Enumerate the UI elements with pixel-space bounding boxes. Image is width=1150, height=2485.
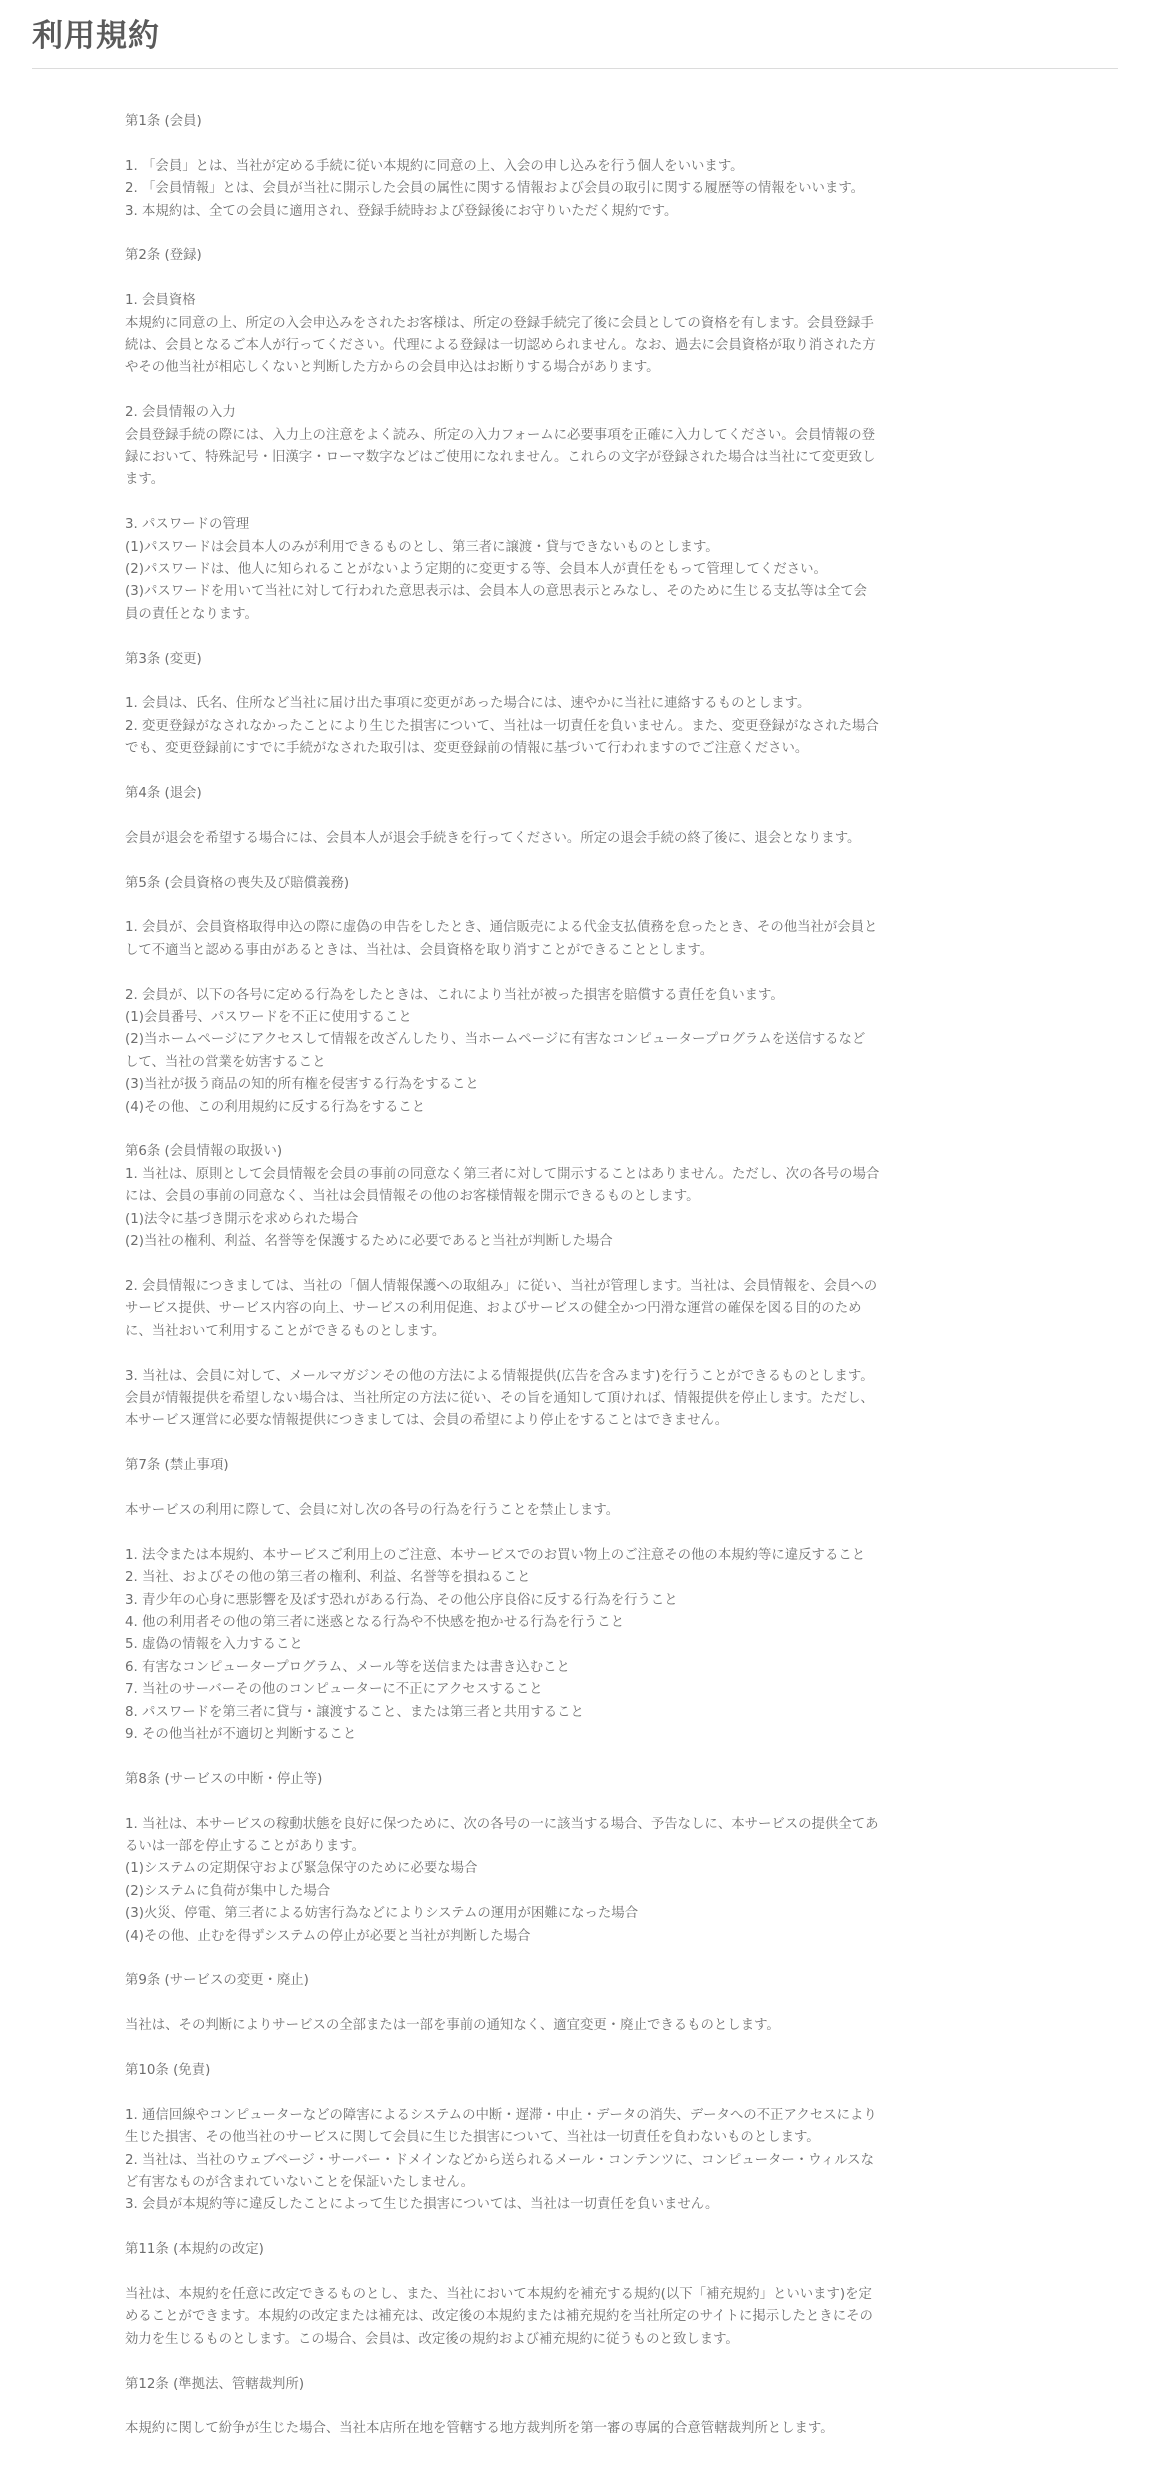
text-line: (2)パスワードは、他人に知られることがないよう定期的に変更する等、会員本人が責任をもって管理してください。 (125, 562, 827, 578)
text-line: (2)当ホームページにアクセスして情報を改ざんしたり、当ホームページに有害なコンピュータープログラムを送信するなど (125, 1032, 866, 1048)
article-5 (125, 873, 1025, 1142)
text-line: (4)その他、止むを得ずシステムの停止が必要と当社が判断した場合 (125, 1928, 531, 1944)
text-line: (1)会員番号、パスワードを不正に使用すること (125, 1010, 412, 1026)
article-9 (125, 1970, 1025, 2060)
article-1 (125, 111, 1025, 245)
text-line: ど有害なものが含まれていないことを保証いたしません。 (125, 2175, 474, 2190)
text-line: 5. 虚偽の情報を入力すること (125, 1637, 303, 1653)
spacer (125, 2396, 1025, 2418)
spacer (125, 626, 1025, 648)
text-line: 効力を生じるものとします。この場合、会員は、改定後の規約および補充規約に従うものと致します。 (125, 2331, 739, 2347)
paragraph (125, 156, 1025, 223)
article-title: 第11条 (本規約の改定) (125, 2242, 264, 2258)
article-11 (125, 2239, 1025, 2373)
text-line: 9. その他当社が不適切と判断すること (125, 1726, 357, 1742)
spacer (125, 895, 1025, 917)
text-line: 6. 有害なコンピュータープログラム、メール等を送信または書き込むこと (125, 1659, 570, 1675)
paragraph (125, 1366, 1025, 1433)
text-line: (3)パスワードを用いて当社に対して行われた意思表示は、会員本人の意思表示とみなし、そのために生じる支払等は全て会 (125, 584, 868, 600)
paragraph (125, 2015, 1025, 2037)
paragraph (125, 1545, 1025, 1747)
text-line: 1. 会員は、氏名、住所など当社に届け出た事項に変更があった場合には、速やかに当社に連絡するものとします。 (125, 696, 811, 712)
text-line: 3. 当社は、会員に対して、メールマガジンその他の方法による情報提供(広告を含みます)を行うことができるものとします。 (125, 1368, 874, 1384)
paragraph (125, 1164, 1025, 1254)
terms-content (125, 111, 1025, 2463)
paragraph (125, 985, 1025, 1119)
text-line: 2. 会員情報の入力 (125, 405, 236, 421)
spacer (125, 1522, 1025, 1544)
text-line: 生じた損害、その他当社のサービスに関して会員に生じた損害について、当社は一切責任を負わないものとします。 (125, 2130, 820, 2146)
text-line: して、当社の営業を妨害すること (125, 1054, 326, 1070)
spacer (125, 2351, 1025, 2373)
article-2 (125, 245, 1025, 648)
article-8 (125, 1769, 1025, 1971)
spacer (125, 962, 1025, 984)
text-line: サービス提供、サービス内容の向上、サービスの利用促進、およびサービスの健全かつ円滑な運営の確保を図る目的のため (125, 1301, 862, 1317)
spacer (125, 133, 1025, 155)
text-line: 2. 会員情報につきましては、当社の「個人情報保護への取組み」に従い、当社が管理します。当社は、会員情報を、会員への (125, 1278, 878, 1294)
article-title: 第6条 (会員情報の取扱い) (125, 1144, 283, 1160)
spacer (125, 268, 1025, 290)
spacer (125, 492, 1025, 514)
text-line: 2. 会員が、以下の各号に定める行為をしたときは、これにより当社が被った損害を賠償する責任を負います。 (125, 987, 784, 1003)
text-line: ます。 (125, 472, 165, 488)
text-line: 1. 会員資格 (125, 293, 196, 309)
text-line: (2)当社の権利、利益、名誉等を保護するために必要であると当社が判断した場合 (125, 1234, 613, 1250)
article-title: 第9条 (サービスの変更・廃止) (125, 1973, 309, 1989)
text-line: (2)システムに負荷が集中した場合 (125, 1883, 331, 1899)
text-line: 3. 青少年の心身に悪影響を及ぼす恐れがある行為、その他公序良俗に反する行為を行うこと (125, 1592, 678, 1608)
text-line: 会員登録手続の際には、入力上の注意をよく読み、所定の入力フォームに必要事項を正確に入力してください。会員情報の登 (125, 427, 876, 443)
text-line: 7. 当社のサーバーその他のコンピューターに不正にアクセスすること (125, 1682, 543, 1698)
paragraph (125, 1276, 1025, 1343)
text-line: (1)パスワードは会員本人のみが利用できるものとし、第三者に譲渡・貸与できないものとします。 (125, 539, 719, 555)
text-line: 1. 法令または本規約、本サービスご利用上のご注意、本サービスでのお買い物上のご注意その他の本規約等に違反すること (125, 1547, 866, 1563)
spacer (125, 805, 1025, 827)
text-line: 1. 会員が、会員資格取得申込の際に虚偽の申告をしたとき、通信販売による代金支払債務を怠ったとき、その他当社が会員と (125, 920, 878, 936)
text-line: 本規約に関して紛争が生じた場合、当社本店所在地を管轄する地方裁判所を第一審の専属的合意管轄裁判所とします。 (125, 2421, 834, 2437)
text-line: 4. 他の利用者その他の第三者に迷惑となる行為や不快感を抱かせる行為を行うこと (125, 1614, 625, 1630)
spacer (125, 1478, 1025, 1500)
article-title: 第7条 (禁止事項) (125, 1458, 229, 1474)
spacer (125, 2038, 1025, 2060)
spacer (125, 380, 1025, 402)
text-line: 1. 当社は、本サービスの稼動状態を良好に保つために、次の各号の一に該当する場合、予告なしに、本サービスの提供全てあ (125, 1816, 879, 1832)
spacer (125, 1433, 1025, 1455)
paragraph (125, 2105, 1025, 2217)
text-line: して不適当と認める事由があるときは、当社は、会員資格を取り消すことができることとします。 (125, 942, 714, 958)
text-line: るいは一部を停止することがあります。 (125, 1838, 365, 1854)
text-line: 続は、会員となるご本人が行ってください。代理による登録は一切認められません。なお、過去に会員資格が取り消された方 (125, 338, 876, 354)
paragraph (125, 402, 1025, 492)
spacer (125, 671, 1025, 693)
text-line: 3. パスワードの管理 (125, 517, 250, 533)
text-line: 1. 「会員」とは、当社が定める手続に従い本規約に同意の上、入会の申し込みを行う個人をいいます。 (125, 158, 744, 174)
text-line: 録において、特殊記号・旧漢字・ローマ数字などはご使用になれません。これらの文字が登録された場合は当社にて変更致し (125, 450, 876, 466)
text-line: 2. 変更登録がなされなかったことにより生じた損害について、当社は一切責任を負いません。また、変更登録がなされた場合 (125, 718, 879, 734)
text-line: やその他当社が相応しくないと判断した方からの会員申込はお断りする場合があります。 (125, 360, 660, 376)
spacer (125, 1948, 1025, 1970)
text-line: 1. 当社は、原則として会員情報を会員の事前の同意なく第三者に対して開示することはありません。ただし、次の各号の場合 (125, 1166, 880, 1182)
paragraph (125, 2284, 1025, 2351)
paragraph (125, 1500, 1025, 1522)
paragraph (125, 514, 1025, 626)
text-line: 員の責任となります。 (125, 606, 258, 622)
article-3 (125, 649, 1025, 783)
article-title: 第10条 (免責) (125, 2062, 211, 2078)
paragraph (125, 693, 1025, 760)
spacer (125, 223, 1025, 245)
text-line: 本サービスの利用に際して、会員に対し次の各号の行為を行うことを禁止します。 (125, 1502, 620, 1518)
article-title: 第2条 (登録) (125, 248, 202, 264)
article-title: 第5条 (会員資格の喪失及び賠償義務) (125, 875, 350, 891)
text-line: 当社は、その判断によりサービスの全部または一部を事前の通知なく、適宜変更・廃止できるものとします。 (125, 2018, 780, 2034)
spacer (125, 1791, 1025, 1813)
paragraph (125, 828, 1025, 850)
text-line: (3)当社が扱う商品の知的所有権を侵害する行為をすること (125, 1077, 479, 1093)
page-title: 利用規約 (32, 18, 160, 54)
article-title: 第3条 (変更) (125, 651, 202, 667)
spacer (125, 2217, 1025, 2239)
text-line: 8. パスワードを第三者に貸与・譲渡すること、または第三者と共用すること (125, 1704, 584, 1720)
text-line: 3. 本規約は、全ての会員に適用され、登録手続時および登録後にお守りいただく規約です。 (125, 203, 678, 219)
article-4 (125, 783, 1025, 873)
article-6 (125, 1141, 1025, 1455)
spacer (125, 2082, 1025, 2104)
paragraph (125, 2418, 1025, 2440)
text-line: 3. 会員が本規約等に違反したことによって生じた損害については、当社は一切責任を負いません。 (125, 2197, 719, 2213)
article-title: 第12条 (準拠法、管轄裁判所) (125, 2376, 305, 2392)
article-title: 第8条 (サービスの中断・停止等) (125, 1771, 323, 1787)
text-line: 2. 「会員情報」とは、会員が当社に開示した会員の属性に関する情報および会員の取引に関する履歴等の情報をいいます。 (125, 181, 865, 197)
text-line: 2. 当社、およびその他の第三者の権利、利益、名誉等を損ねること (125, 1570, 531, 1586)
article-title: 第1条 (会員) (125, 114, 202, 129)
spacer (125, 1993, 1025, 2015)
text-line: (1)法令に基づき開示を求められた場合 (125, 1211, 359, 1227)
spacer (125, 2262, 1025, 2284)
spacer (125, 1254, 1025, 1276)
text-line: 当社は、本規約を任意に改定できるものとし、また、当社において本規約を補充する規約(以下「補充規約」といいます)を定 (125, 2287, 872, 2302)
text-line: (1)システムの定期保守および緊急保守のために必要な場合 (125, 1861, 478, 1877)
text-line: 会員が退会を希望する場合には、会員本人が退会手続きを行ってください。所定の退会手続の終了後に、退会となります。 (125, 830, 861, 846)
paragraph (125, 290, 1025, 380)
paragraph (125, 917, 1025, 962)
spacer (125, 850, 1025, 872)
spacer (125, 1119, 1025, 1141)
article-10 (125, 2060, 1025, 2239)
spacer (125, 2441, 1025, 2463)
text-line: 2. 当社は、当社のウェブページ・サーバー・ドメインなどから送られるメール・コンテンツに、コンピューター・ウィルスな (125, 2152, 874, 2168)
text-line: (3)火災、停電、第三者による妨害行為などによりシステムの運用が困難になった場合 (125, 1906, 639, 1922)
paragraph (125, 1814, 1025, 1948)
page-header (32, 0, 1118, 69)
article-title: 第4条 (退会) (125, 786, 202, 802)
text-line: めることができます。本規約の改定または補充は、改定後の本規約または補充規約を当社所定のサイトに掲示したときにその (125, 2309, 873, 2325)
article-12 (125, 2374, 1025, 2464)
article-7 (125, 1455, 1025, 1769)
text-line: 1. 通信回線やコンピューターなどの障害によるシステムの中断・遅滞・中止・データの消失、データへの不正アクセスにより (125, 2107, 877, 2123)
text-line: 会員が情報提供を希望しない場合は、当社所定の方法に従い、その旨を通知して頂ければ、情報提供を停止します。ただし、 (125, 1390, 874, 1406)
text-line: に、当社おいて利用することができるものとします。 (125, 1323, 446, 1339)
text-line: でも、変更登録前にすでに手続がなされた取引は、変更登録前の情報に基づいて行われますのでご注意ください。 (125, 741, 809, 757)
text-line: 本サービス運営に必要な情報提供につきましては、会員の希望により停止をすることはできません。 (125, 1413, 729, 1429)
spacer (125, 1343, 1025, 1365)
text-line: には、会員の事前の同意なく、当社は会員情報その他のお客様情報を開示できるものとします。 (125, 1189, 700, 1205)
text-line: (4)その他、この利用規約に反する行為をすること (125, 1099, 426, 1115)
spacer (125, 761, 1025, 783)
spacer (125, 1746, 1025, 1768)
text-line: 本規約に同意の上、所定の入会申込みをされたお客様は、所定の登録手続完了後に会員としての資格を有します。会員登録手 (125, 315, 874, 331)
